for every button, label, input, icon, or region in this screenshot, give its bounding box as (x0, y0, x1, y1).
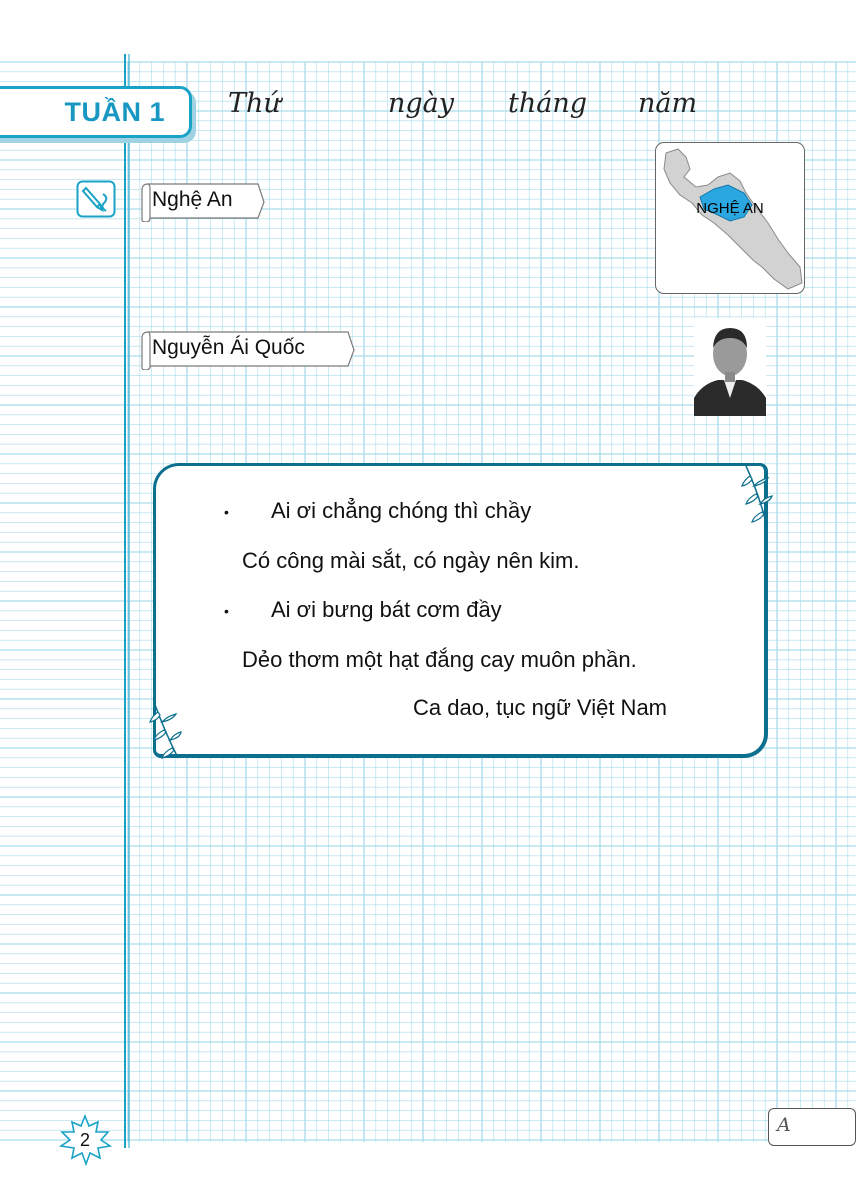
quote-line-2: Có công mài sắt, có ngày nên kim. (242, 548, 580, 573)
corner-letter-box (768, 1108, 856, 1146)
bullet-dot: • (224, 603, 229, 619)
quote-line-1: Ai ơi chẳng chóng thì chầy (271, 498, 532, 523)
portrait-photo (694, 318, 766, 416)
page-number-badge (58, 1114, 112, 1166)
quote-source: Ca dao, tục ngữ Việt Nam (413, 695, 668, 720)
map-card (655, 142, 805, 294)
province-label-scroll (140, 182, 266, 218)
corner-letter: A (777, 1114, 791, 1136)
bullet-dot: • (224, 504, 229, 520)
person-name: Nguyễn Ái Quốc (152, 336, 305, 359)
leaf-branch-icon (148, 700, 182, 760)
day-label: ngày (388, 88, 455, 119)
quote-line-4: Dẻo thơm một hạt đắng cay muôn phần. (242, 647, 637, 672)
pen-writing-icon (76, 180, 116, 218)
vietnam-map-icon (656, 143, 804, 293)
weekday-label: Thứ (228, 88, 281, 119)
week-badge (0, 86, 192, 138)
province-name: Nghệ An (152, 188, 233, 211)
map-label: NGHỆ AN (696, 200, 764, 217)
year-label: năm (638, 88, 698, 119)
person-label-scroll (140, 330, 356, 366)
leaf-branch-icon (740, 464, 774, 524)
quote-line-3: Ai ơi bưng bát cơm đầy (271, 597, 502, 622)
page-number: 2 (79, 1130, 90, 1150)
week-label: TUẦN 1 (64, 96, 165, 127)
month-label: tháng (508, 88, 588, 119)
